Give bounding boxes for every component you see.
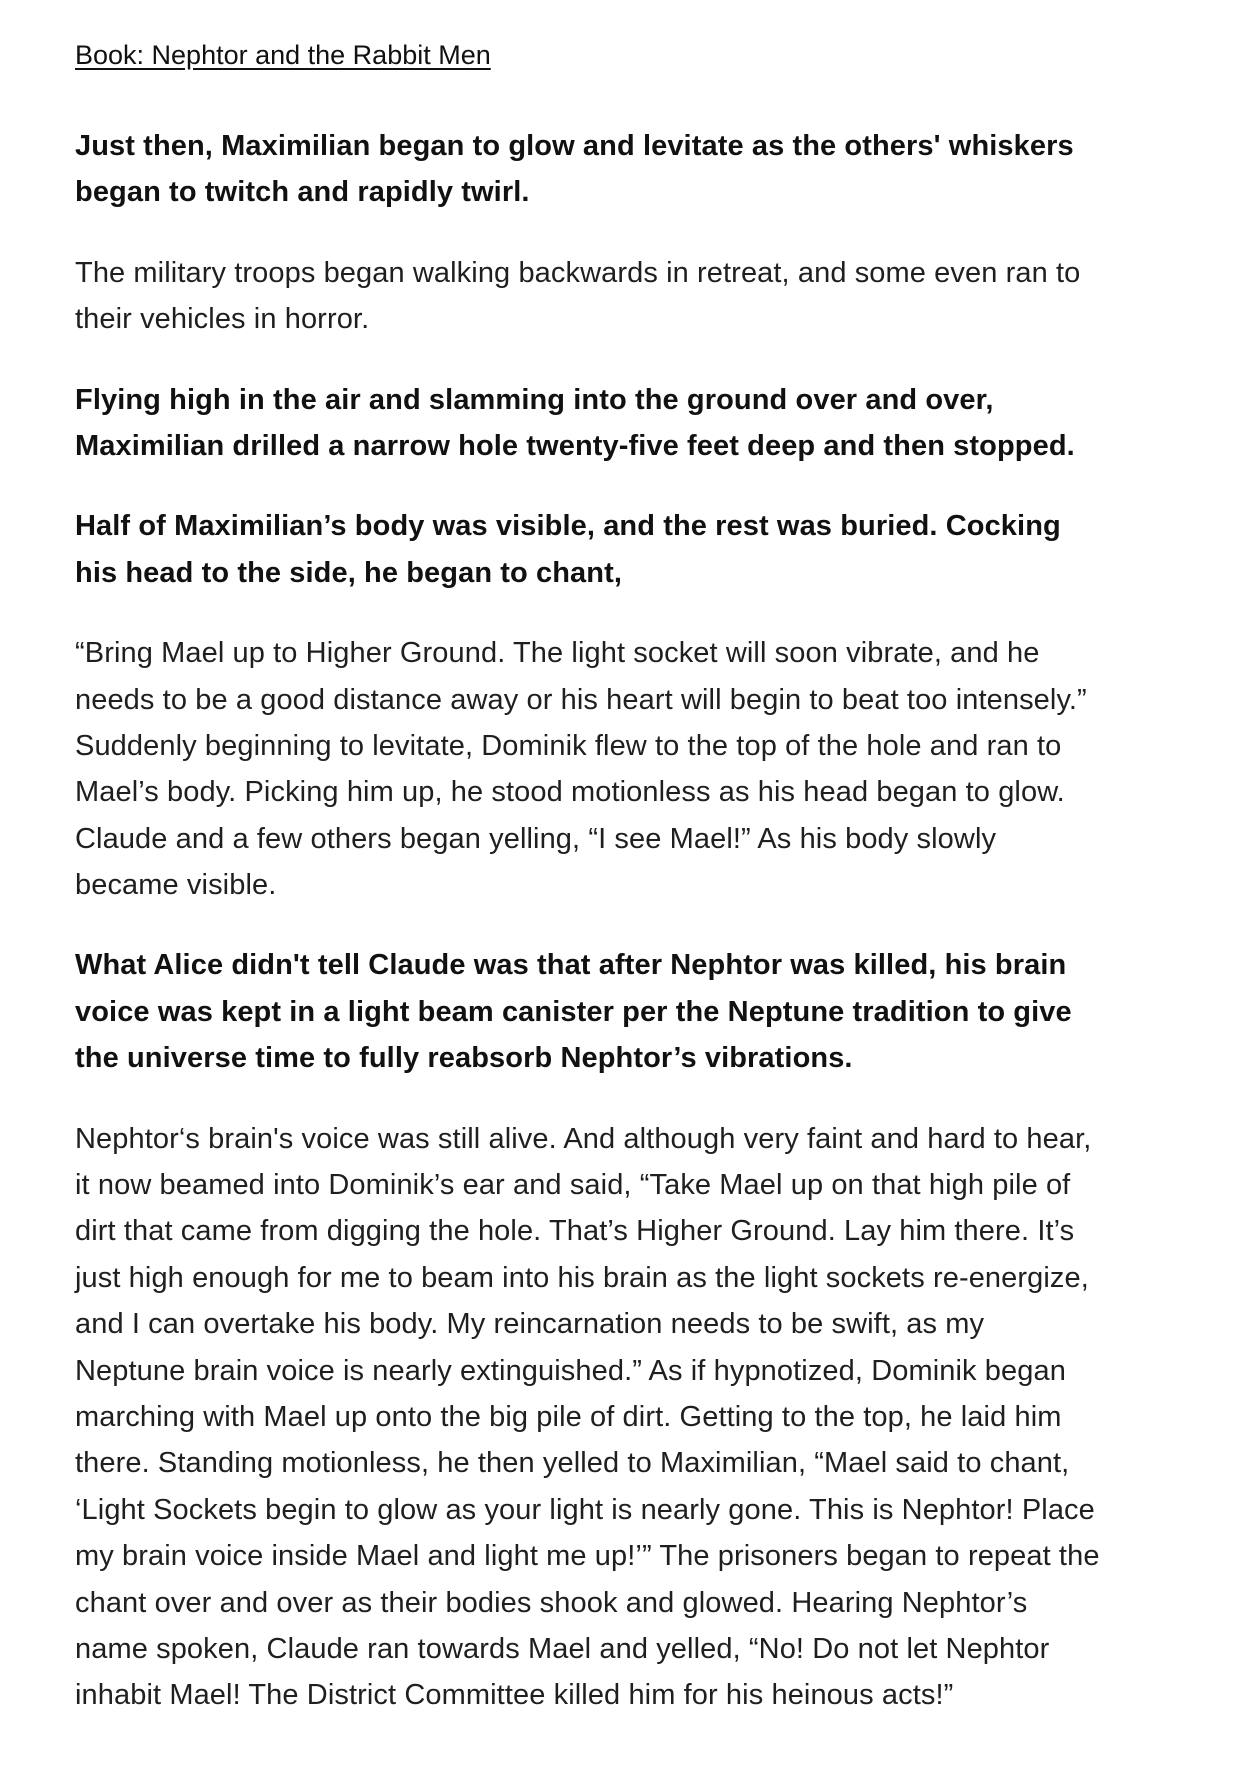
paragraph-6: What Alice didn't tell Claude was that after Nephtor was killed, his brain voice was kept in a light beam canister per the Neptune tradition to give the universe time to fully reabsorb Nephtor’s vibrations. (75, 949, 1072, 1075)
paragraph-5: “Bring Mael up to Higher Ground. The light socket will soon vibrate, and he needs to be a good distance away or his heart will begin to beat too intensely.” Suddenly beginning to levitate, Dominik flew to the top of the hole and ran to Mael’s body. Picking him up, he stood motionless as his head began to glow. Claude and a few others began yelling, “I see Mael!” As his body slowly became visible. (75, 637, 1087, 902)
document-title: Book: Nephtor and the Rabbit Men (75, 40, 491, 70)
paragraph-1: Just then, Maximilian began to glow and levitate as the others' whiskers began to twitch and rapidly twirl. (75, 130, 1074, 209)
paragraph-2: The military troops began walking backwards in retreat, and some even ran to their vehicles in horror. (75, 256, 1081, 336)
paragraph-3: Flying high in the air and slamming into the ground over and over, Maximilian drilled a narrow hole twenty-five feet deep and then stopped. (75, 383, 1075, 462)
paragraph-7: Nephtor‘s brain's voice was still alive. And although very faint and hard to hear, it now beamed into Dominik’s ear and said, “Take Mael up on that high pile of dirt that came from digging the hole. That’s Higher Ground. Lay him there. It’s just high enough for me to beam into his brain as the light sockets re-energize, and I can overtake his body. My reincarnation needs to be swift, as my Neptune brain voice is nearly extinguished.” As if hypnotized, Dominik began marching with Mael up onto the big pile of dirt. Getting to the top, he laid him there. Standing motionless, he then yelled to Maximilian, “Mael said to chant, ‘Light Sockets begin to glow as your light is nearly gone. This is Nephtor! Place my brain voice inside Mael and light me up!’” The prisoners began to repeat the chant over and over as their bodies shook and glowed. Hearing Nephtor’s name spoken, Claude ran towards Mael and yelled, “No! Do not let Nephtor inhabit Mael! The District Committee killed him for his heinous acts!” (75, 1122, 1100, 1712)
paragraph-4: Half of Maximilian’s body was visible, and the rest was buried. Cocking his head to the side, he began to chant, (75, 510, 1061, 589)
